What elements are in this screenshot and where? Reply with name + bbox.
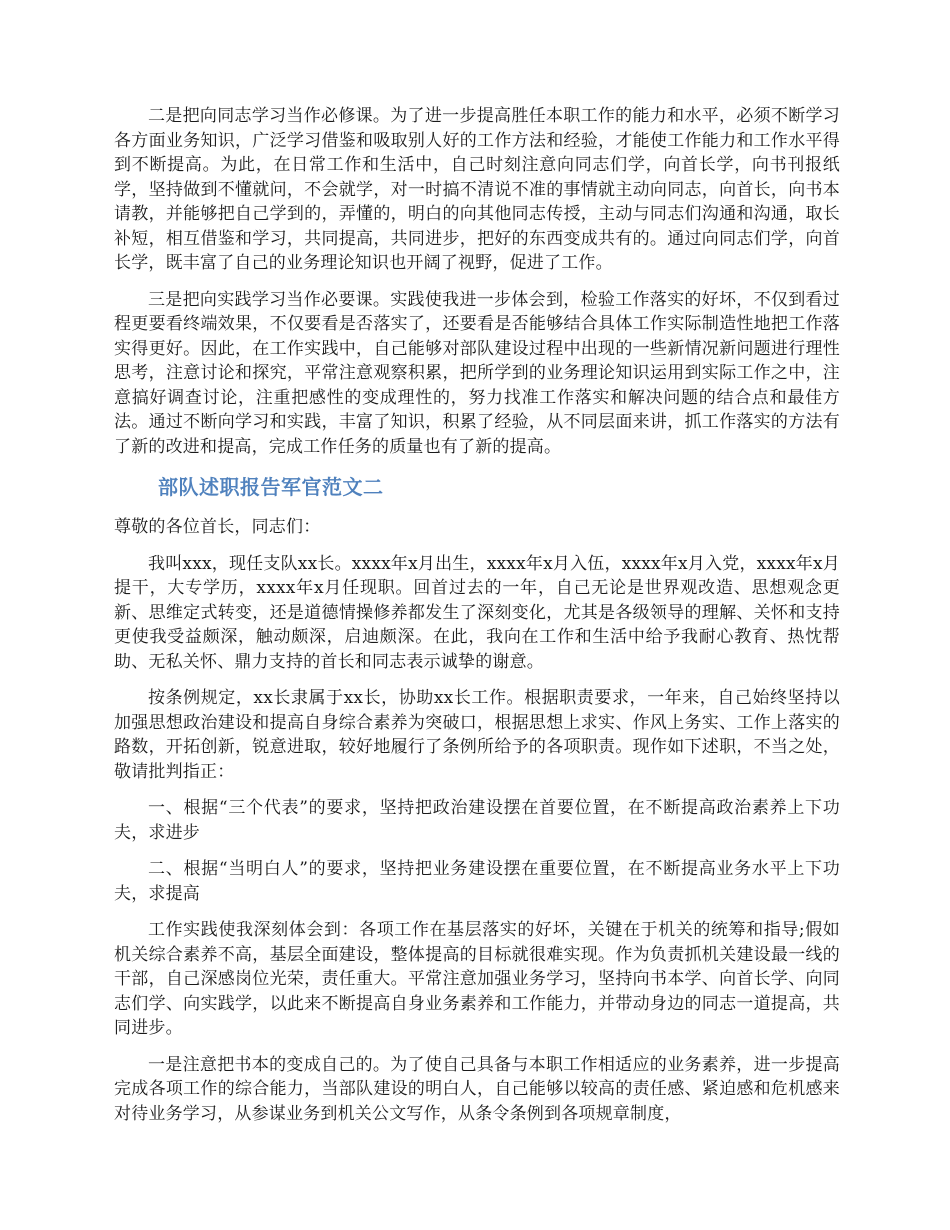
heading-point-two: 二、根据“当明白人”的要求，坚持把业务建设摆在重要位置，在不断提高业务水平上下功夫，求提高 [114, 859, 840, 904]
paragraph-learn-from-comrades: 二是把向同志学习当作必修课。为了进一步提高胜任本职工作的能力和水平，必须不断学习各方面业务知识，广泛学习借鉴和吸取别人好的工作方法和经验，才能使工作能力和工作水平得到不断提高。为此，在日常工作和生活中，自己时刻注意向同志们学，向首长学，向书刊报纸学，坚持做到不懂就问，不会就学，对一时搞不清说不准的事情就主动向同志，向首长，向书本请教，并能够把自己学到的，弄懂的，明白的向其他同志传授，主动与同志们沟通和沟通，取长补短，相互借鉴和学习，共同提高，共同进步，把好的东西变成共有的。通过向同志们学，向首长学，既丰富了自己的业务理论知识也开阔了视野，促进了工作。 [114, 106, 840, 273]
salutation: 尊敬的各位首长，同志们： [114, 517, 321, 537]
heading-point-one: 一、根据“三个代表”的要求，坚持把政治建设摆在首要位置，在不断提高政治素养上下功夫，求进步 [114, 798, 840, 843]
paragraph-learn-from-practice: 三是把向实践学习当作必要课。实践使我进一步体会到，检验工作落实的好坏，不仅到看过程更要看终端效果，不仅要看是否落实了，还要看是否能够结合具体工作实际制造性地把工作落实得更好。因此，在工作实践中，自己能够对部队建设过程中出现的一些新情况新问题进行理性思考，注意讨论和探究，平常注意观察积累，把所学到的业务理论知识运用到实际工作之中，注意搞好调查讨论，注重把感性的变成理性的，努力找准工作落实和解决问题的结合点和最佳方法。通过不断向学习和实践，丰富了知识，积累了经验，从不同层面来讲，抓工作落实的方法有了新的改进和提高，完成工作任务的质量也有了新的提高。 [114, 289, 840, 457]
document-body [114, 104, 840, 1138]
paragraph-duties: 按条例规定，xx长隶属于xx长，协助xx长工作。根据职责要求，一年来，自己始终坚持以加强思想政治建设和提高自身综合素养为突破口，根据思想上求实、作风上务实、工作上落实的路数，开拓创新，锐意进取，较好地履行了条例所给予的各项职责。现作如下述职，不当之处，敬请批判指正： [114, 688, 840, 782]
paragraph-learn-from-books: 一是注意把书本的变成自己的。为了使自己具备与本职工作相适应的业务素养，进一步提高完成各项工作的综合能力，当部队建设的明白人，自己能够以较高的责任感、紧迫感和危机感来对待业务学习，从参谋业务到机关公文写作，从条令条例到各项规章制度， [114, 1054, 840, 1124]
paragraph-work-practice: 工作实践使我深刻体会到：各项工作在基层落实的好坏，关键在于机关的统筹和指导;假如机关综合素养不高，基层全面建设，整体提高的目标就很难实现。作为负责抓机关建设最一线的干部，自己深感岗位光荣，责任重大。平常注意加强业务学习，坚持向书本学、向首长学、向同志们学、向实践学，以此来不断提高自身业务素养和工作能力，并带动身边的同志一道提高，共同进步。 [114, 920, 840, 1038]
paragraph-self-introduction: 我叫xxx，现任支队xx长。xxxx年x月出生，xxxx年x月入伍，xxxx年x月入党，xxxx年x月提干，大专学历，xxxx年x月任现职。回首过去的一年，自己无论是世界观改造、思想观念更新、思维定式转变，还是道德情操修养都发生了深刻变化，尤其是各级领导的理解、关怀和支持更使我受益颇深，触动颇深，启迪颇深。在此，我向在工作和生活中给予我耐心教育、热忱帮助、无私关怀、鼎力支持的首长和同志表示诚挚的谢意。 [114, 553, 840, 672]
section-title: 部队述职报告军官范文二 [158, 475, 384, 499]
